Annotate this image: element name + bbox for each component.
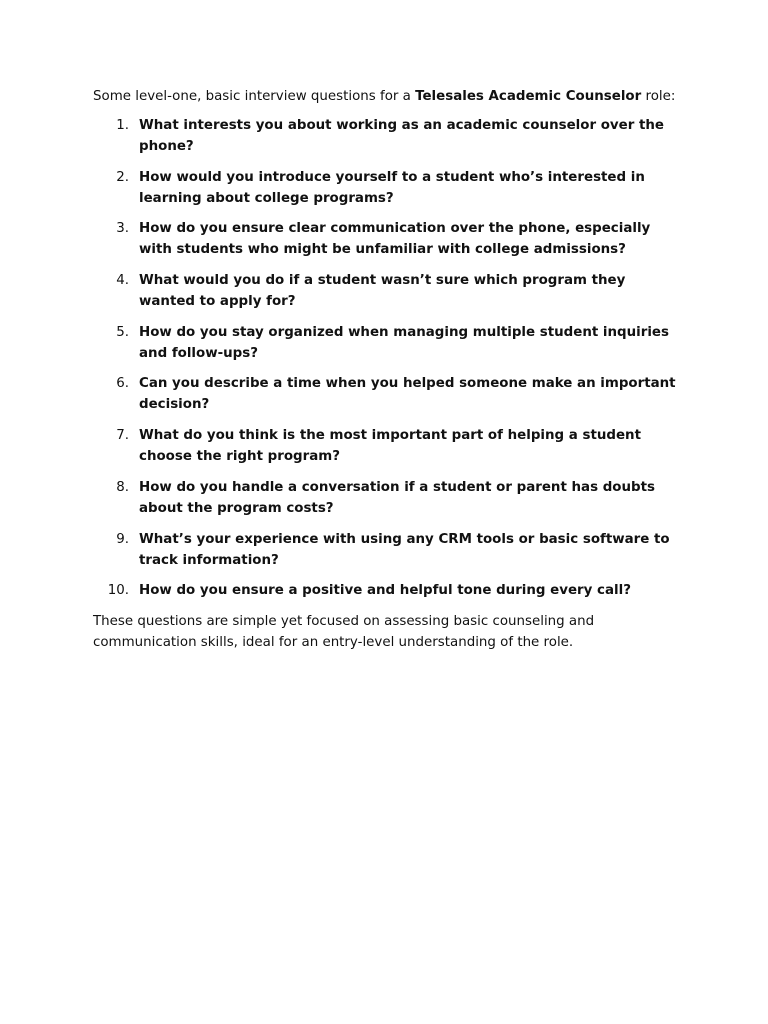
question-text: What do you think is the most important part of helping a student choose the right program? bbox=[139, 428, 641, 465]
question-text: How would you introduce yourself to a student who’s interested in learning about college programs? bbox=[139, 169, 645, 206]
question-item bbox=[93, 167, 683, 209]
question-item bbox=[93, 580, 683, 601]
question-item bbox=[93, 115, 683, 157]
question-text: How do you stay organized when managing multiple student inquiries and follow-ups? bbox=[139, 324, 669, 361]
question-number: 2. bbox=[116, 169, 129, 185]
question-number: 4. bbox=[116, 273, 129, 289]
closing-paragraph: These questions are simple yet focused on assessing basic counseling and communication skills, ideal for an entry-level understanding of the role. bbox=[93, 613, 595, 650]
question-text: How do you ensure a positive and helpful tone during every call? bbox=[139, 583, 631, 599]
intro-text-before: Some level-one, basic interview questions for a bbox=[93, 89, 416, 104]
document-page bbox=[93, 86, 683, 653]
question-number: 6. bbox=[116, 376, 129, 392]
question-text: How do you ensure clear communication over the phone, especially with students who might be unfamiliar with college admissions? bbox=[139, 221, 651, 258]
question-text: Can you describe a time when you helped someone make an important decision? bbox=[139, 376, 676, 413]
question-item bbox=[93, 322, 683, 364]
question-number: 3. bbox=[116, 221, 129, 237]
question-number: 1. bbox=[116, 118, 129, 133]
question-list bbox=[93, 115, 683, 601]
intro-text-after: role: bbox=[641, 89, 676, 104]
question-number: 7. bbox=[116, 428, 129, 444]
question-item bbox=[93, 270, 683, 312]
question-number: 10. bbox=[107, 583, 129, 599]
question-text: What would you do if a student wasn’t sure which program they wanted to apply for? bbox=[139, 273, 626, 310]
question-number: 8. bbox=[116, 479, 129, 495]
question-item bbox=[93, 529, 683, 571]
question-number: 9. bbox=[116, 531, 129, 547]
question-text: What interests you about working as an academic counselor over the phone? bbox=[139, 118, 665, 154]
role-title: Telesales Academic Counselor bbox=[415, 89, 642, 104]
question-number: 5. bbox=[116, 324, 129, 340]
question-item bbox=[93, 218, 683, 260]
question-text: What’s your experience with using any CRM tools or basic software to track information? bbox=[139, 531, 670, 568]
question-item bbox=[93, 425, 683, 467]
question-item bbox=[93, 477, 683, 519]
question-item bbox=[93, 373, 683, 415]
question-text: How do you handle a conversation if a student or parent has doubts about the program costs? bbox=[139, 479, 655, 516]
intro-paragraph bbox=[93, 86, 683, 107]
